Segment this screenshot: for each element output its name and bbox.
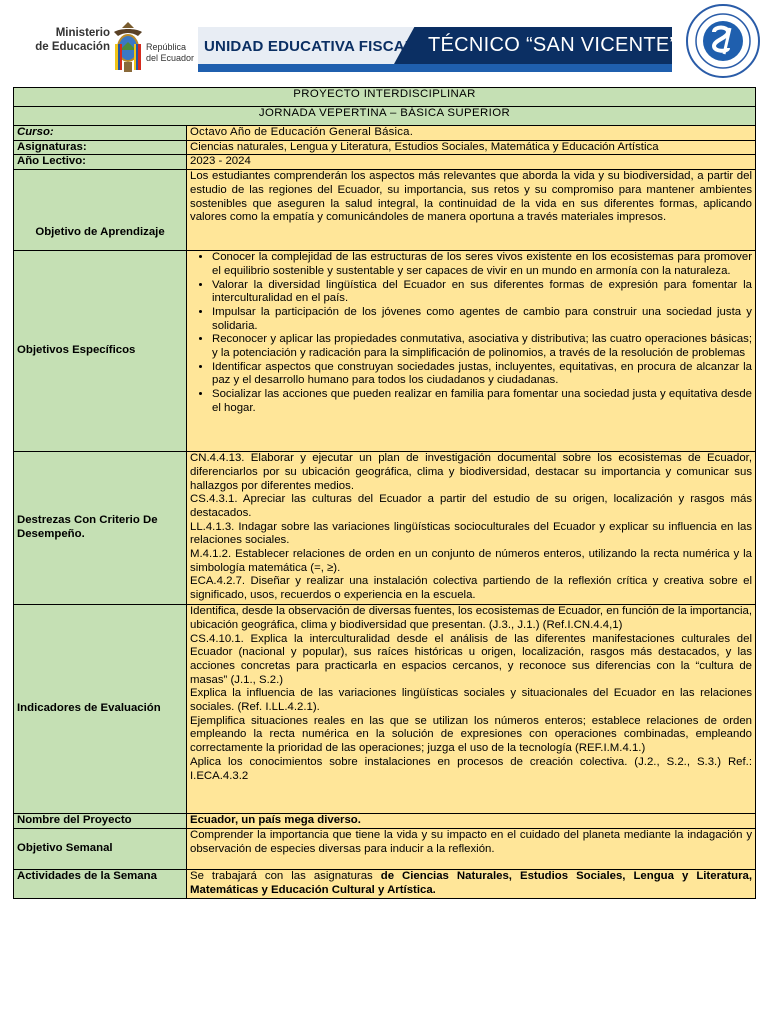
actividades-prefix: Se trabajará con las asignaturas [190, 869, 381, 882]
ecuador-coat-of-arms-icon [112, 20, 144, 78]
indicadores-label: Indicadores de Evaluación [14, 605, 187, 814]
actividades-label: Actividades de la Semana [14, 869, 187, 898]
objetivo-semanal-value: Comprender la importancia que tiene la vida y su impacto en el cuidado del planeta mediante la indagación y observación de especies diversas para inducir a la reflexión. [187, 828, 756, 869]
objetivos-especificos-list [190, 251, 752, 415]
asignaturas-label: Asignaturas: [14, 140, 187, 155]
project-title: PROYECTO INTERDISCIPLINAR [14, 88, 756, 107]
curso-label-text: Curso: [17, 126, 54, 138]
destrezas-value [187, 452, 756, 605]
destreza-item: M.4.1.2. Establecer relaciones de orden en un conjunto de números enteros, utilizando la recta numérica y la simbología matemática (=, ≥). [190, 548, 753, 574]
indicador-item: Ejemplifica situaciones reales en las que se utilizan los números enteros; establece relaciones de orden empleando la recta numérica en la solución de expresiones con operaciones combinadas, empleando correctamente la prioridad de las operaciones; juzga el uso de la tecnología (REF.I.M.4.1.) [190, 714, 753, 755]
asignaturas-value: Ciencias naturales, Lengua y Literatura, Estudios Sociales, Matemática y Educación Artística [187, 140, 756, 155]
objetivo-semanal-label: Objetivo Semanal [14, 828, 187, 869]
list-item: • Conocer la complejidad de las estructuras de los seres vivos existente en los ecosistemas para promover el equilibrio sostenible y sustentable y ser capaces de vivir en un mundo en armonía con la naturaleza. [212, 251, 752, 278]
actividades-value [187, 869, 756, 898]
destreza-item: LL.4.1.3. Indagar sobre las variaciones lingüísticas socioculturales del Ecuador y explicar su influencia en las relaciones sociales. [190, 520, 753, 547]
nombre-proyecto-value: Ecuador, un país mega diverso. [187, 814, 756, 829]
objetivos-especificos-label: Objetivos Específicos [14, 251, 187, 452]
destrezas-label: Destrezas Con Criterio De Desempeño. [14, 452, 187, 605]
objetivo-aprendizaje-label: Objetivo de Aprendizaje [14, 170, 187, 251]
project-table [13, 87, 756, 899]
page-header [0, 0, 768, 84]
nombre-proyecto-label: Nombre del Proyecto [14, 814, 187, 829]
list-item: • Reconocer y aplicar las propiedades conmutativa, asociativa y distributiva; las cuatro operaciones básicas; y la potenciación y radicación para la simplificación de polinomios, a través de la resolución de problemas [212, 333, 752, 360]
indicadores-value [187, 605, 756, 814]
objetivo-aprendizaje-value: Los estudiantes comprenderán los aspectos más relevantes que aborda la vida y su biodiversidad, a partir del estudio de las regiones del Ecuador, su importancia, sus retos y su compromiso para mantener ambientes sostenibles que aseguren la salud integral, la continuidad de la vida en sus diferentes formas, aplicando valores como la empatía y comunicándoles de manera oportuna a través materiales impresos. [187, 170, 756, 251]
indicador-item: CS.4.10.1. Explica la interculturalidad desde el análisis de las diferentes manifestaciones culturales del Ecuador (nacional y popular), sus raíces históricas u origen, localización, rasgos más destacados, y las acciones concretas para practicarla en espacios cercanos, y reconoce sus diferencias con la “cultura de masas” (J.1., S.2.) [190, 632, 753, 686]
indicador-item: Explica la influencia de las variaciones lingüísticas sociales y situacionales del Ecuador en las relaciones sociales. (Ref. I.LL.4.2.1). [190, 687, 753, 714]
list-item: • Identificar aspectos que construyan sociedades justas, incluyentes, equitativas, en procura de alcanzar la paz y el desarrollo humano para todos los ciudadanos y ciudadanas. [212, 361, 752, 388]
destreza-item: CS.4.3.1. Apreciar las culturas del Ecuador a partir del estudio de su origen, localización y rasgos más destacados. [190, 493, 753, 519]
indicador-item: Aplica los conocimientos sobre instalaciones en procesos de creación colectiva. (J.2., S.2., S.3.) Ref.: I.ECA.4.3.2 [190, 755, 753, 782]
school-name-text: TÉCNICO “SAN VICENTE” [428, 34, 677, 56]
anio-lectivo-value: 2023 - 2024 [187, 155, 756, 170]
indicador-item: Identifica, desde la observación de diversas fuentes, los ecosistemas de Ecuador, en función de la importancia, ubicación geográfica, clima y biodiversidad que presentan. (J.3., J.1.) (Ref.I.CN.4.4,1) [190, 605, 753, 631]
curso-value: Octavo Año de Educación General Básica. [187, 126, 756, 141]
jornada-title: JORNADA VEPERTINA – BÁSICA SUPERIOR [14, 107, 756, 126]
actividades-subjects: de Ciencias Naturales, Estudios Sociales, Lengua y Literatura, Matemáticas y Educación Cultural y Artística. [190, 869, 753, 896]
school-type-text: UNIDAD EDUCATIVA FISCAL [204, 38, 415, 55]
curso-label [14, 126, 187, 141]
school-seal-icon [684, 2, 762, 80]
destreza-item: ECA.4.2.7. Diseñar y realizar una instalación colectiva partiendo de la reflexión crítica y creativa sobre el significado, usos, recuerdos o experiencia en la escuela. [190, 575, 753, 602]
ministry-line-1: Ministerio [55, 27, 110, 39]
republic-logo-text [146, 42, 196, 64]
ministry-logo [30, 26, 110, 54]
objetivos-especificos-value [187, 251, 756, 452]
republic-line-1: República [146, 42, 187, 52]
ministry-line-2: de Educación [35, 41, 110, 53]
list-item: • Valorar la diversidad lingüística del Ecuador en sus diferentes formas de expresión para fomentar la interculturalidad en el país. [212, 279, 752, 306]
list-item: • Impulsar la participación de los jóvenes como agentes de cambio para construir una sociedad justa y solidaria. [212, 306, 752, 333]
anio-lectivo-label: Año Lectivo: [14, 155, 187, 170]
republic-line-2: del Ecuador [146, 53, 195, 63]
destreza-item: CN.4.4.13. Elaborar y ejecutar un plan de investigación documental sobre los ecosistemas de Ecuador, diferenciarlos por su ubicación geográfica, clima y biodiversidad, destacar su importancia y comunicar sus hallazgos por diferentes medios. [190, 452, 753, 492]
list-item: • Socializar las acciones que pueden realizar en familia para fomentar una sociedad justa y equitativa desde el hogar. [212, 388, 752, 415]
